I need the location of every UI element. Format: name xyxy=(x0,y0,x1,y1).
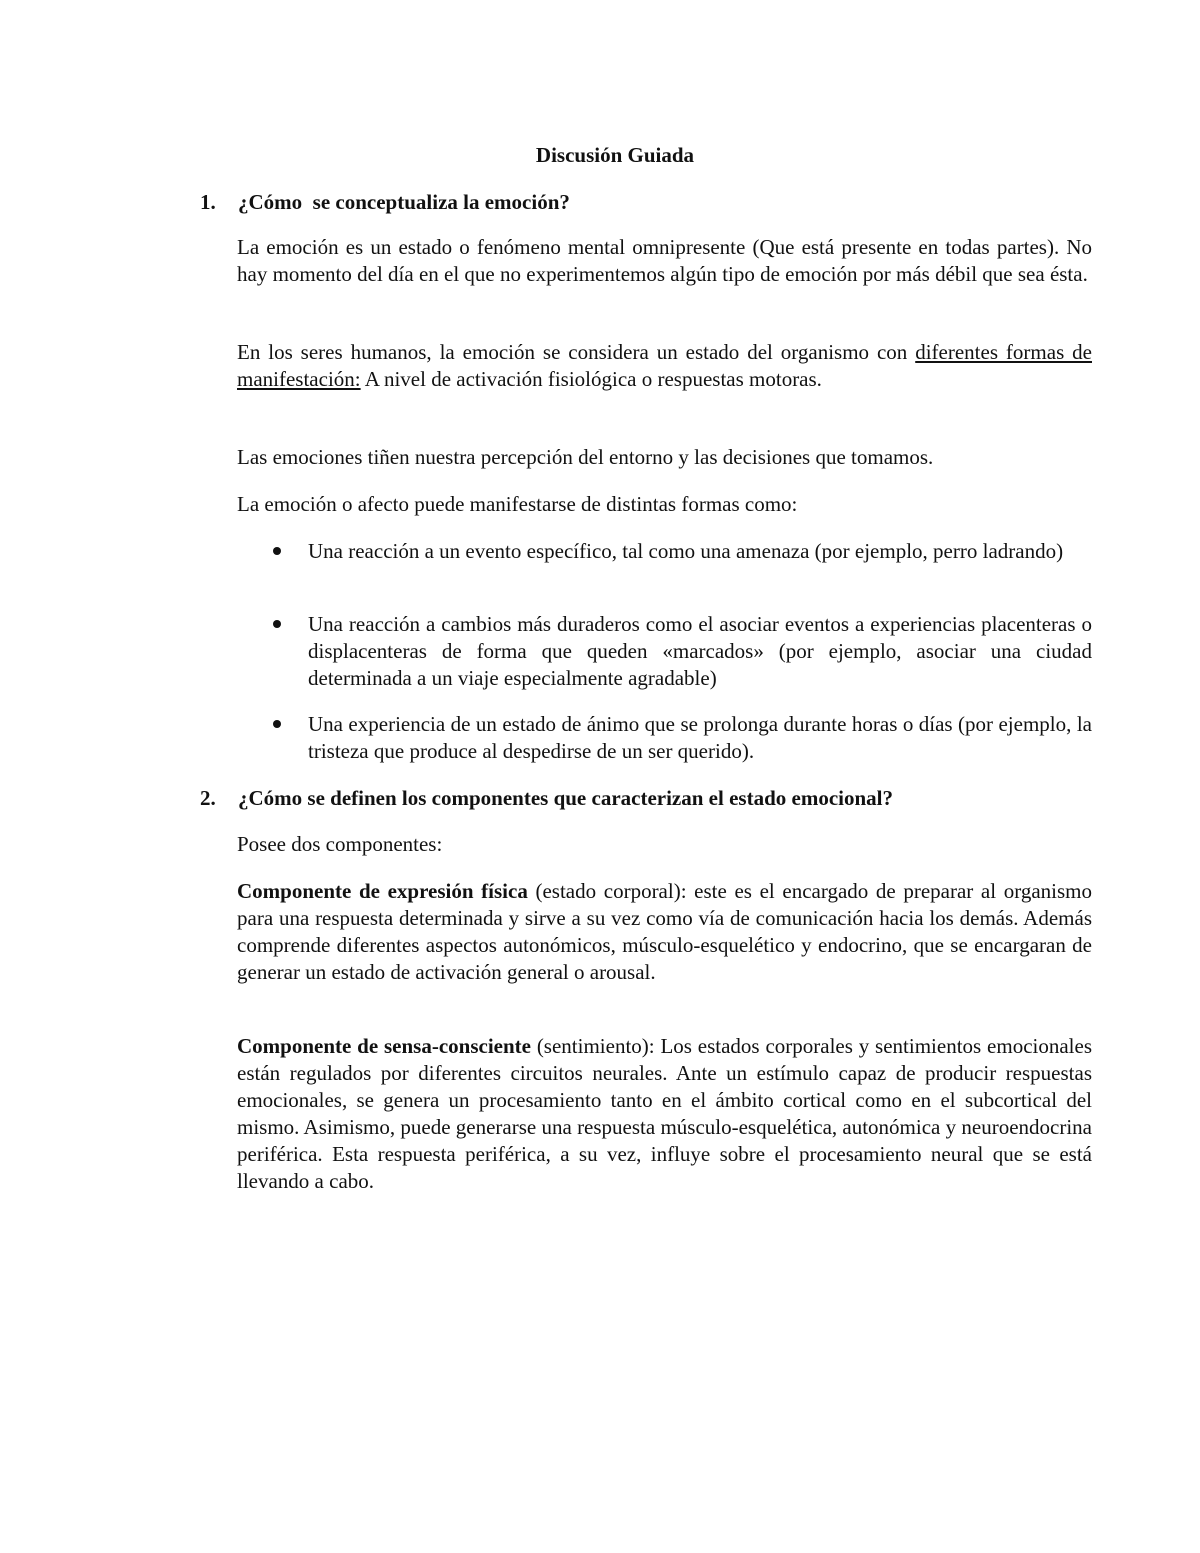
document-title: Discusión Guiada xyxy=(535,143,695,167)
question-2-heading xyxy=(200,785,893,812)
q1-paragraph-2-underlined: diferentes formas de manifestación: xyxy=(237,340,1092,391)
list-item xyxy=(270,611,1092,692)
q1-paragraph-2-start: En los seres humanos, la emoción se considera un estado del organismo con xyxy=(237,340,916,364)
q1-paragraph-2 xyxy=(237,339,1092,393)
bullet-text: Una reacción a un evento específico, tal como una amenaza (por ejemplo, perro ladrando) xyxy=(308,539,1064,563)
bullet-text: Una experiencia de un estado de ánimo que se prolonga durante horas o días (por ejemplo, la tristeza que produce al despedirse de un ser querido). xyxy=(308,712,1092,763)
bullet-icon xyxy=(270,611,308,692)
question-1-number: 1. xyxy=(200,190,216,214)
question-1-heading xyxy=(200,189,570,216)
bullet-icon xyxy=(270,711,308,765)
question-1-text: ¿Cómo se conceptualiza la emoción? xyxy=(238,190,570,214)
component-1-title: Componente de expresión física xyxy=(237,879,528,903)
q1-paragraph-1: La emoción es un estado o fenómeno mental omnipresente (Que está presente en todas partes). No hay momento del día en el que no experimentemos algún tipo de emoción por más débil que sea ésta. xyxy=(237,235,1092,286)
bullet-icon xyxy=(270,538,308,565)
question-2-text: ¿Cómo se definen los componentes que caracterizan el estado emocional? xyxy=(238,786,893,810)
component-2-title: Componente de sensa-consciente xyxy=(237,1034,531,1058)
list-item xyxy=(270,538,1092,565)
q1-paragraph-2-end: A nivel de activación fisiológica o respuestas motoras. xyxy=(360,367,822,391)
q1-paragraph-4: La emoción o afecto puede manifestarse de distintas formas como: xyxy=(237,492,798,516)
component-1-text: (estado corporal): este es el encargado de preparar al organismo para una respuesta determinada y sirve a su vez como vía de comunicación hacia los demás. Además comprende diferentes aspectos autonómicos, músculo-esquelético y endocrino, que se encargaran de generar un estado de activación general o arousal. xyxy=(237,879,1103,984)
question-2-number: 2. xyxy=(200,786,216,810)
q1-paragraph-3: Las emociones tiñen nuestra percepción del entorno y las decisiones que tomamos. xyxy=(237,445,934,469)
q2-component-1 xyxy=(237,878,1103,986)
component-2-text: (sentimiento): Los estados corporales y sentimientos emocionales están regulados por diferentes circuitos neurales. Ante un estímulo capaz de producir respuestas emocionales, se genera un procesamiento tanto en el ámbito cortical como en el subcortical del mismo. Asimismo, puede generarse una respuesta músculo-esquelética, autonómica y neuroendocrina periférica. Esta respuesta periférica, a su vez, influye sobre el procesamiento neural que se está llevando a cabo. xyxy=(237,1034,1093,1193)
q2-component-2 xyxy=(237,1033,1092,1195)
list-item xyxy=(270,711,1092,765)
bullet-text: Una reacción a cambios más duraderos como el asociar eventos a experiencias placenteras o displacenteras de forma que queden «marcados» (por ejemplo, asociar una ciudad determinada a un viaje especialmente agradable) xyxy=(308,612,1092,690)
q2-intro: Posee dos componentes: xyxy=(237,832,443,856)
